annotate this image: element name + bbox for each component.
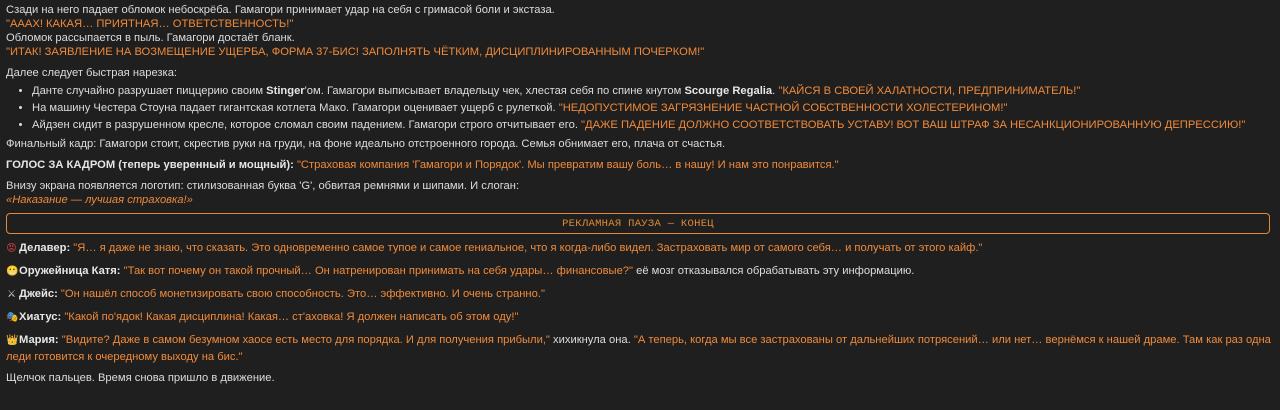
quote-line: "АААХ! КАКАЯ… ПРИЯТНАЯ… ОТВЕТСТВЕННОСТЬ!" [6,18,294,30]
speaker-quote: "Так вот почему он такой прочный… Он натренирован принимать на себя удары… финансовые?" [123,265,633,277]
speaker-quote: "Видите? Даже в самом безумном хаосе есть место для порядка. И для получения прибыли," [61,334,550,346]
reaction-list [6,240,1274,365]
crown-icon: 👑 [6,335,19,346]
speaker-quote: "Он нашёл способ монетизировать свою способность. Это… эффективно. И очень странно." [60,288,545,300]
narration-line: Далее следует быстрая нарезка: [6,67,178,79]
ad-break-banner [6,213,1270,234]
list-item [32,117,1274,134]
reaction-line [6,286,1274,303]
narration-line: Обломок рассыпается в пыль. Гамагори достаёт бланк. [6,32,295,44]
slogan: «Наказание — лучшая страховка!» [6,194,193,206]
speaker-narration: её мозг отказывался обрабатывать эту информацию. [633,265,915,277]
speaker-narration: хихикнула она. [549,334,634,346]
list-item [32,100,1274,117]
closing-line: Щелчок пальцев. Время снова пришло в движение. [6,372,275,384]
speaker-quote: "А теперь, когда мы все застрахованы от дальнейших потрясений… или нет… вернёмся к нашей драме. Там как раз одна леди готовится к очередному выходу на бис." [6,334,1271,363]
item-text: На машину Честера Стоуна падает гигантская котлета Мако. Гамагори оценивает ущерб с рулеткой. [32,102,556,114]
reaction-line [6,263,1274,280]
item-quote: "КАЙСЯ В СВОЕЙ ХАЛАТНОСТИ, ПРЕДПРИНИМАТЕЛЬ!" [778,85,1081,97]
angry-face-icon: 😡 [6,243,17,254]
list-item [32,83,1274,100]
item-text: Данте случайно разрушает пиццерию своим [32,85,267,97]
speaker-quote: "Какой по'ядок! Какая дисциплина! Какая… ст'аховка! Я должен написать об этом оду!" [64,311,519,323]
theater-masks-icon: 🎭 [6,312,19,323]
quote-line: "ИТАК! ЗАЯВЛЕНИЕ НА ВОЗМЕЩЕНИЕ УЩЕРБА, ФОРМА 37-БИС! ЗАПОЛНЯТЬ ЧЁТКИМ, ДИСЦИПЛИНИРОВАННЫМ ПОЧЕРКОМ!" [6,46,705,58]
cut-list [6,83,1274,134]
banner-text: РЕКЛАМНАЯ ПАУЗА — КОНЕЦ [562,217,714,230]
bold-term: Scourge Regalia [684,85,773,97]
speaker-name: Хиатус: [19,311,62,323]
narration-line: Финальный кадр: Гамагори стоит, скрестив руки на груди, на фоне идеально отстроенного города. Семья обнимает его, плача от счастья. [6,138,726,150]
speaker-name: Оружейница Катя: [19,265,121,277]
bold-term: Stinger [266,85,305,97]
item-text: . [772,85,776,97]
crossed-swords-icon: ⚔ [7,289,16,300]
voiceover-quote: "Страховая компания 'Гамагори и Порядок'. Мы превратим вашу боль… в нашу! И нам это понравится." [296,159,839,171]
item-text: Айдзен сидит в разрушенном кресле, которое сломал своим падением. Гамагори строго отчитывает его. [32,119,578,131]
item-text: 'ом. Гамагори выписывает владельцу чек, хлестая себя по спине кнутом [304,85,685,97]
reaction-line [6,240,1274,257]
narration-line: Внизу экрана появляется логотип: стилизованная буква 'G', обвитая ремнями и шипами. И слоган: [6,180,520,192]
speaker-quote: "Я… я даже не знаю, что сказать. Это одновременно самое тупое и самое гениальное, что я когда-либо видел. Застраховать мир от самого себя… и получать от этого кайф." [73,242,983,254]
voiceover-line [6,158,1274,172]
reaction-line [6,332,1274,365]
reaction-line [6,309,1274,326]
grimace-face-icon: 😬 [6,266,19,277]
item-quote: "НЕДОПУСТИМОЕ ЗАГРЯЗНЕНИЕ ЧАСТНОЙ СОБСТВЕННОСТИ ХОЛЕСТЕРИНОМ!" [558,102,1008,114]
narration-line: Сзади на него падает обломок небоскрёба. Гамагори принимает удар на себя с гримасой боли и экстаза. [6,4,555,16]
speaker-name: Делавер: [19,242,71,254]
item-quote: "ДАЖЕ ПАДЕНИЕ ДОЛЖНО СООТВЕТСТВОВАТЬ УСТАВУ! ВОТ ВАШ ШТРАФ ЗА НЕСАНКЦИОНИРОВАННУЮ ДЕПРЕССИЮ!" [581,119,1246,131]
speaker-name: Мария: [19,334,59,346]
voiceover-label: ГОЛОС ЗА КАДРОМ (теперь уверенный и мощный): [6,159,294,171]
speaker-name: Джейс: [19,288,58,300]
